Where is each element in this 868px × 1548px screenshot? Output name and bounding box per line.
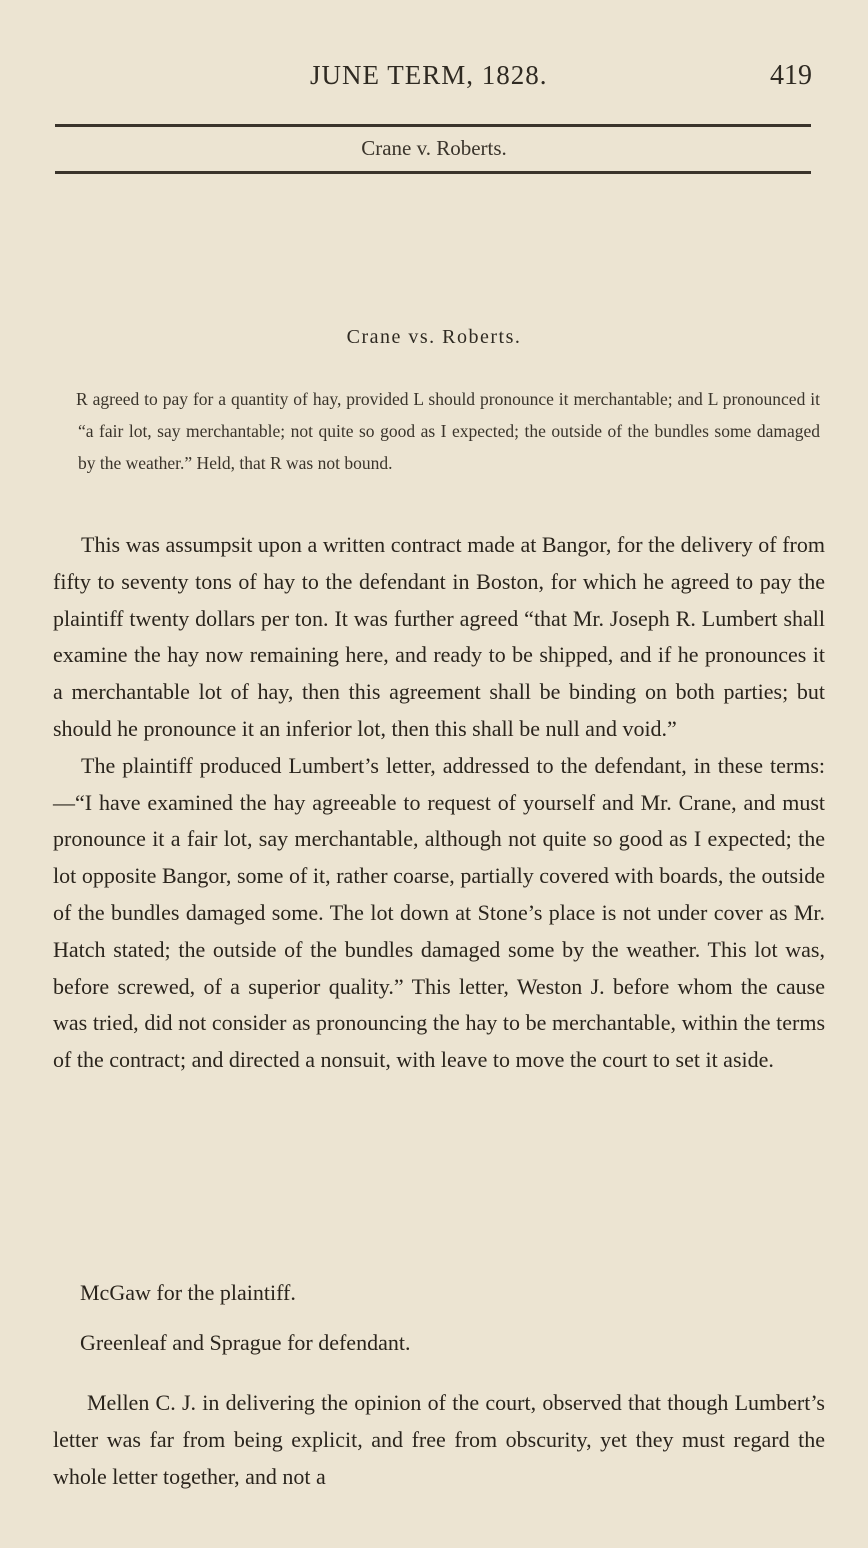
counsel-plaintiff: McGaw for the plaintiff. — [80, 1280, 296, 1305]
case-header: Crane v. Roberts. — [361, 136, 507, 160]
running-title: JUNE TERM, 1828. — [310, 60, 548, 90]
paragraph-2: The plaintiff produced Lumbert’s letter, addressed to the defendant, in these terms:—“I have examined the hay agreeable to request of yourself and Mr. Crane, and must pronounce it a fair lot, say merchantable, although not quite so good as I expected; the lot opposite Bangor, some of it, rather coarse, partially covered with boards, the outside of the bundles damaged some. The lot down at Stone’s place is not under cover as Mr. Hatch stated; the outside of the bundles damaged some by the weather. This lot was, before screwed, of a superior quality.” This letter, Weston J. before whom the cause was tried, did not consider as pronouncing the hay to be merchantable, within the terms of the contract; and directed a nonsuit, with leave to move the court to set it aside. — [53, 752, 825, 1073]
header-rule-bottom — [55, 171, 811, 174]
body-text — [53, 527, 825, 1079]
opinion-text: Mellen C. J. in delivering the opinion of the court, observed that though Lumbert’s letter was far from being explicit, and free from obscurity, yet they must regard the whole letter together, and not a — [53, 1390, 825, 1489]
case-title: Crane vs. Roberts. — [346, 326, 522, 348]
header-rule-top — [55, 124, 811, 127]
page-number: 419 — [770, 60, 812, 91]
counsel-defendant: Greenleaf and Sprague for defendant. — [80, 1330, 411, 1355]
syllabus: R agreed to pay for a quantity of hay, provided L should pronounce it merchantable; and L pronounced it “a fair lot, say merchantable; not quite so good as I expected; the outside of the bundles some damaged by the weather.” Held, that R was not bound. — [76, 389, 820, 473]
running-head — [0, 60, 868, 100]
paragraph-1: This was assumpsit upon a written contract made at Bangor, for the delivery of from fifty to seventy tons of hay to the defendant in Boston, for which he agreed to pay the plaintiff twenty dollars per ton. It was further agreed “that Mr. Joseph R. Lumbert shall examine the hay now remaining here, and ready to be shipped, and if he pronounces it a merchantable lot of hay, then this agreement shall be binding on both parties; but should he pronounce it an inferior lot, then this shall be null and void.” — [53, 532, 825, 741]
